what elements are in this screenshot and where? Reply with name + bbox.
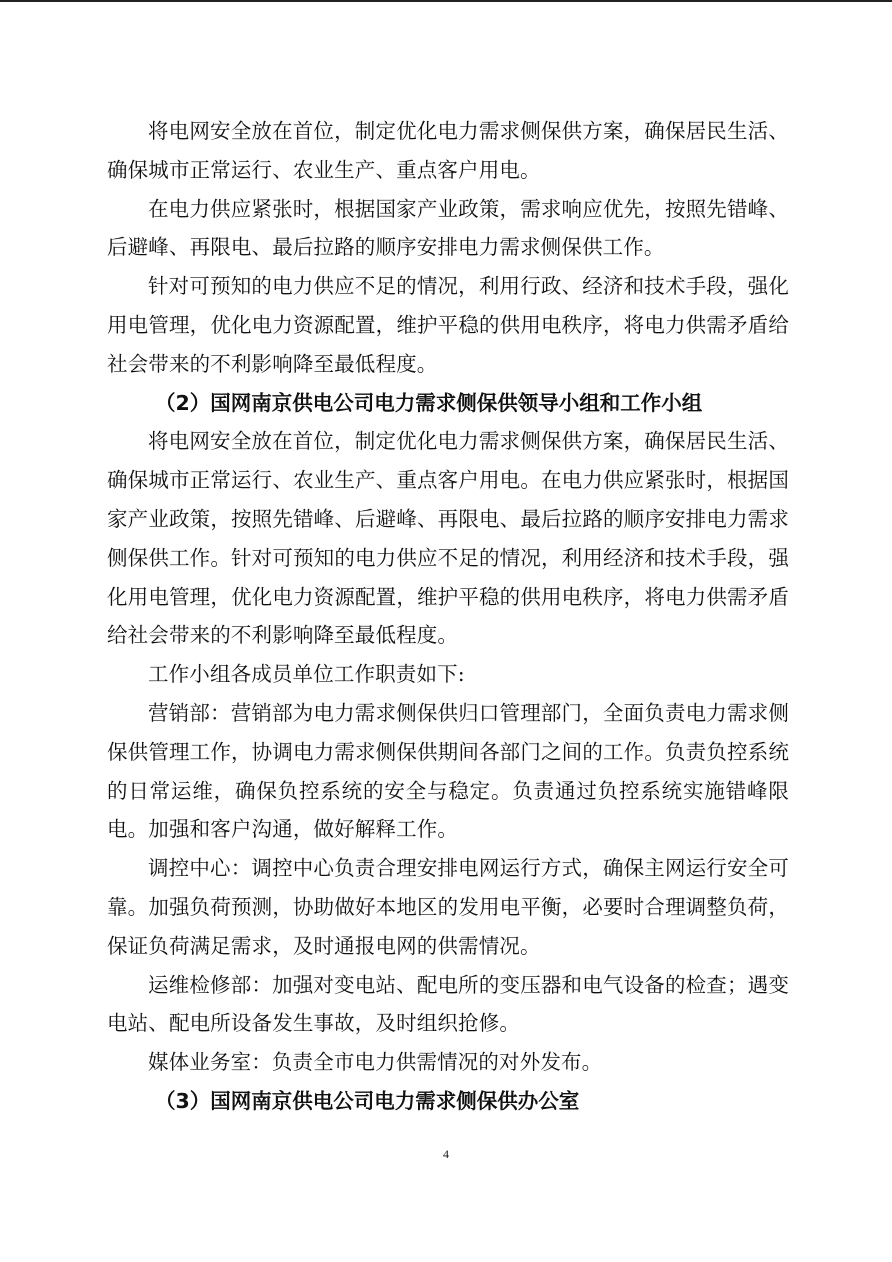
body-paragraph: 工作小组各成员单位工作职责如下: bbox=[148, 662, 465, 687]
page-number: 4 bbox=[443, 1147, 449, 1161]
body-paragraph: 将电网安全放在首位，制定优化电力需求侧保供方案，确保居民生活、确保城市正常运行、农业生产、重点客户用电。 bbox=[107, 119, 789, 182]
body-paragraph: 在电力供应紧张时，根据国家产业政策，需求响应优先，按照先错峰、后避峰、再限电、最后拉路的顺序安排电力需求侧保供工作。 bbox=[107, 196, 789, 260]
page-top-border bbox=[0, 0, 892, 2]
section-heading-3: （3）国网南京供电公司电力需求侧保供办公室 bbox=[155, 1088, 580, 1113]
document-body bbox=[107, 112, 789, 1121]
body-paragraph: 媒体业务室：负责全市电力供需情况的对外发布。 bbox=[148, 1050, 603, 1075]
body-paragraph: 运维检修部：加强对变电站、配电所的变压器和电气设备的检查；遇变电站、配电所设备发生事故，及时组织抢修。 bbox=[107, 972, 789, 1036]
body-paragraph: 将电网安全放在首位，制定优化电力需求侧保供方案，确保居民生活、确保城市正常运行、农业生产、重点客户用电。在电力供应紧张时，根据国家产业政策，按照先错峰、后避峰、再限电、最后拉路的顺序安排电力需求侧保供工作。针对可预知的电力供应不足的情况，利用经济和技术手段，强化用电管理，优化电力资源配置，维护平稳的供用电秩序，将电力供需矛盾给社会带来的不利影响降至最低程度。 bbox=[107, 429, 789, 648]
body-paragraph: 针对可预知的电力供应不足的情况，利用行政、经济和技术手段，强化用电管理，优化电力资源配置，维护平稳的供用电秩序，将电力供需矛盾给社会带来的不利影响降至最低程度。 bbox=[107, 274, 789, 376]
body-paragraph: 营销部：营销部为电力需求侧保供归口管理部门，全面负责电力需求侧保供管理工作，协调电力需求侧保供期间各部门之间的工作。负责负控系统的日常运维，确保负控系统的安全与稳定。负责通过负控系统实施错峰限电。加强和客户沟通，做好解释工作。 bbox=[107, 700, 789, 842]
body-paragraph: 调控中心：调控中心负责合理安排电网运行方式，确保主网运行安全可靠。加强负荷预测，协助做好本地区的发用电平衡，必要时合理调整负荷，保证负荷满足需求，及时通报电网的供需情况。 bbox=[107, 856, 789, 958]
section-heading-2: （2）国网南京供电公司电力需求侧保供领导小组和工作小组 bbox=[155, 390, 703, 415]
